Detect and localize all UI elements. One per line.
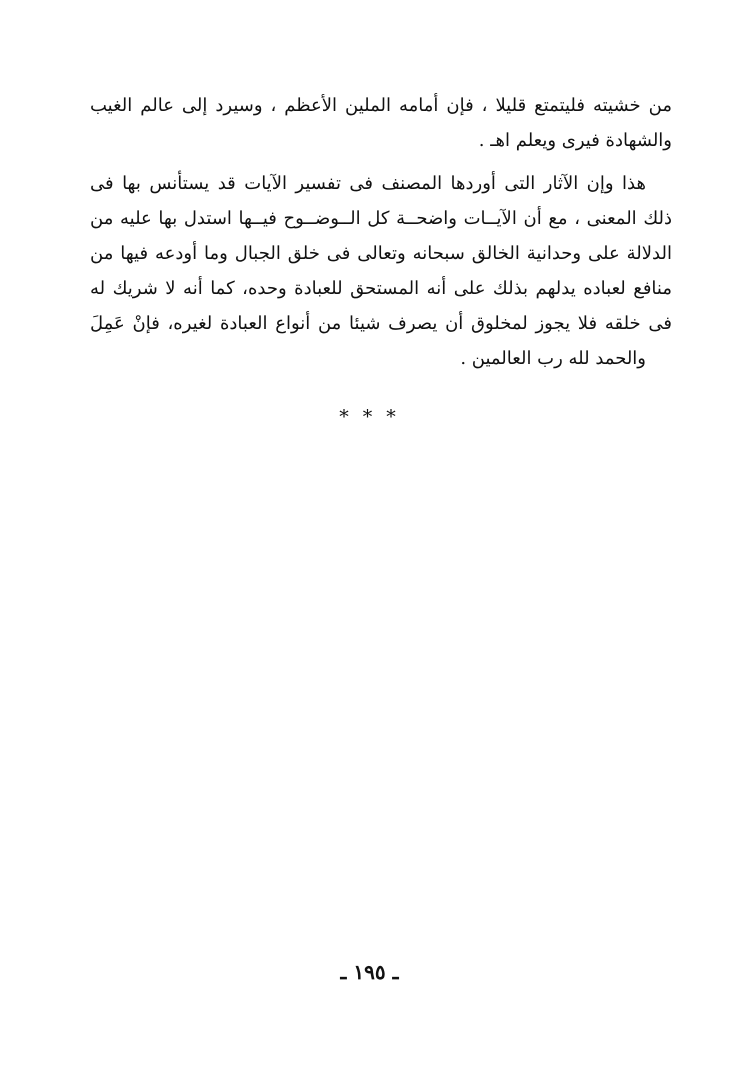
body-text	[90, 88, 672, 376]
paragraph-closing: والحمد لله رب العالمين .	[460, 348, 646, 369]
paragraph-continuation: من خشيته فليتمتع قليلا ، فإن أمامه الملين الأعظم ، وسيرد إلى عالم الغيب والشهادة فيرى ويعلم اهـ .	[90, 95, 672, 151]
paragraph-commentary: هذا وإن الآثار التى أوردها المصنف فى تفسير الآيات قد يستأنس بها فى ذلك المعنى ، مع أن الآيــات واضحــة كل الــوضــوح فيــها استدل بها عليه من الدلالة على وحدانية الخالق سبحانه وتعالى فى خلق الجبال وما أودعه فيها من منافع لعباده يدلهم بذلك على أنه المستحق للعبادة وحده، كما أنه لا شريك له فى خلقه فلا يجوز لمخلوق أن يصرف شيئا من أنواع العبادة لغيره، فإنْ عَمِلَ	[90, 173, 672, 334]
page-number: ـ ١٩٥ ـ	[340, 960, 399, 984]
section-separator: * * *	[339, 406, 400, 428]
